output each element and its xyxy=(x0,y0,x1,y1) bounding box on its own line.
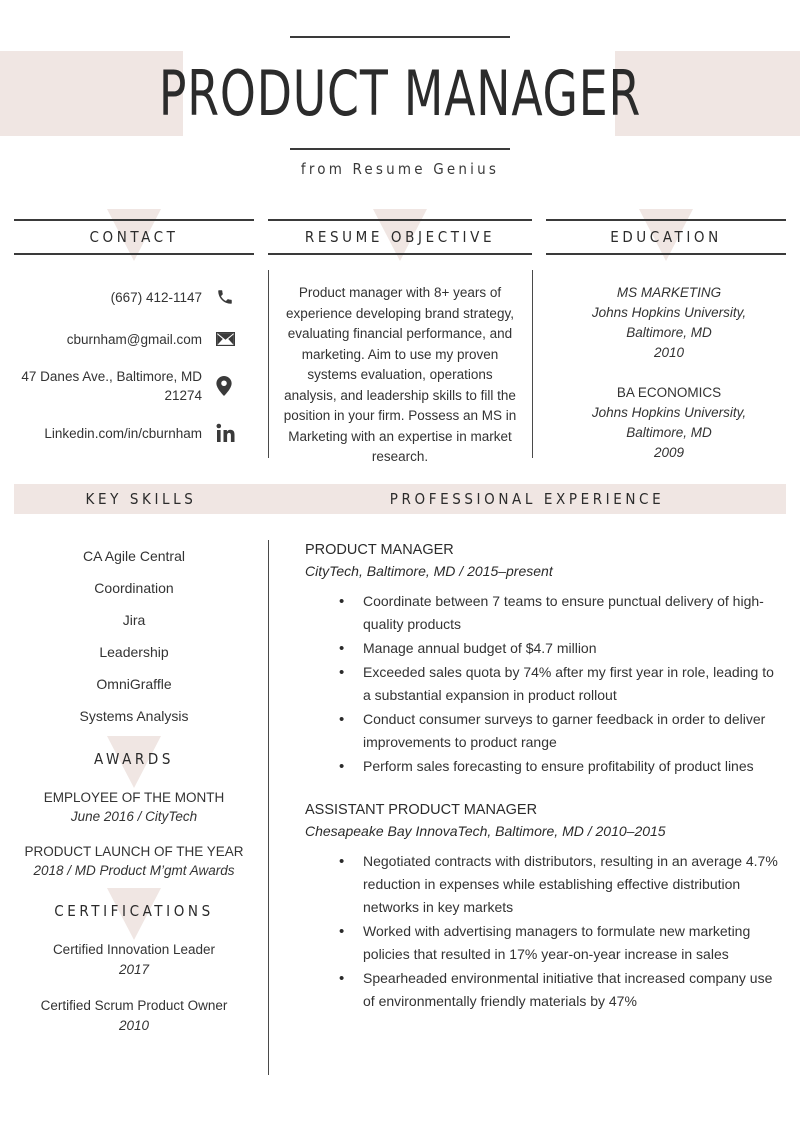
resume-header xyxy=(0,0,800,200)
experience-bullet: • Spearheaded environmental initiative that increased company use of environmentally friendly materials by 47% xyxy=(305,967,785,1013)
skill-item: CA Agile Central xyxy=(83,548,185,564)
contact-address-value: 47 Danes Ave., Baltimore, MD 21274 xyxy=(21,369,202,403)
education-school: Johns Hopkins University, xyxy=(591,405,747,420)
education-heading-label: EDUCATION xyxy=(610,228,722,246)
contact-row-linkedin xyxy=(14,419,246,447)
education-year: 2010 xyxy=(653,345,685,360)
certification-name: Certified Scrum Product Owner xyxy=(40,998,228,1013)
award-title: EMPLOYEE OF THE MONTH xyxy=(43,790,225,805)
experience-bullet: • Perform sales forecasting to ensure profitability of product lines xyxy=(305,755,785,778)
experience-bullet: • Conduct consumer surveys to garner feedback in order to deliver improvements to product range xyxy=(305,708,785,754)
experience-company-dates: CityTech, Baltimore, MD / 2015–present xyxy=(305,563,553,579)
award-subtitle: 2018 / MD Product M’gmt Awards xyxy=(33,863,235,878)
experience-entry xyxy=(305,800,785,1013)
education-location: Baltimore, MD xyxy=(626,325,712,340)
experience-position: PRODUCT MANAGER xyxy=(305,542,454,558)
skills-list xyxy=(14,540,254,732)
education-school: Johns Hopkins University, xyxy=(591,305,747,320)
lower-section-accent-band xyxy=(14,484,786,514)
phone-icon xyxy=(216,288,246,306)
section-heading-certifications xyxy=(14,896,254,926)
experience-bullet: • Exceeded sales quota by 74% after my first year in role, leading to a substantial expansion in product rollout xyxy=(305,661,785,707)
experience-position: ASSISTANT PRODUCT MANAGER xyxy=(305,802,538,818)
certification-entry xyxy=(14,940,254,980)
section-heading-contact xyxy=(14,219,254,255)
section-heading-awards xyxy=(14,744,254,774)
experience-bullet: • Coordinate between 7 teams to ensure punctual delivery of high-quality products xyxy=(305,590,785,636)
education-degree: MS MARKETING xyxy=(616,285,722,300)
map-pin-icon xyxy=(216,376,246,396)
certification-name: Certified Innovation Leader xyxy=(52,942,216,957)
column-divider-right xyxy=(532,270,533,458)
experience-heading-label: PROFESSIONAL EXPERIENCE xyxy=(389,490,665,508)
awards-list xyxy=(14,788,254,880)
certifications-heading-label: CERTIFICATIONS xyxy=(54,902,214,920)
contact-email-value: cburnham@gmail.com xyxy=(66,331,202,347)
envelope-icon xyxy=(216,332,246,346)
awards-heading-label: AWARDS xyxy=(93,750,175,768)
contact-row-phone xyxy=(14,283,246,311)
contact-row-address xyxy=(14,367,246,405)
award-entry xyxy=(14,788,254,826)
contact-list xyxy=(14,283,246,461)
education-list xyxy=(552,283,786,483)
skills-awards-certifications-column xyxy=(14,540,254,1052)
certification-year: 2017 xyxy=(118,962,150,977)
education-entry xyxy=(552,383,786,463)
experience-bullet: • Negotiated contracts with distributors, resulting in an average 4.7% reduction in expenses while establishing effective distribution networks in key markets xyxy=(305,850,785,919)
experience-company-dates: Chesapeake Bay InnovaTech, Baltimore, MD / 2010–2015 xyxy=(305,823,666,839)
skill-item: Jira xyxy=(122,612,146,628)
lower-column-divider xyxy=(268,540,269,1075)
education-entry xyxy=(552,283,786,363)
experience-bullet: • Worked with advertising managers to formulate new marketing policies that resulted in 17% year-on-year increase in sales xyxy=(305,920,785,966)
header-subtitle: from Resume Genius xyxy=(300,160,500,178)
professional-experience-column xyxy=(305,540,785,1035)
award-subtitle: June 2016 / CityTech xyxy=(70,809,198,824)
experience-bullets xyxy=(305,590,785,778)
page-title: PRODUCT MANAGER xyxy=(158,57,642,130)
contact-heading-label: CONTACT xyxy=(89,228,179,246)
experience-bullet: • Manage annual budget of $4.7 million xyxy=(305,637,785,660)
header-rule-top xyxy=(290,36,510,38)
header-rule-bottom xyxy=(290,148,510,150)
linkedin-icon xyxy=(216,423,246,443)
education-year: 2009 xyxy=(653,445,685,460)
certification-year: 2010 xyxy=(118,1018,150,1033)
contact-row-email xyxy=(14,325,246,353)
contact-linkedin-value: Linkedin.com/in/cburnham xyxy=(44,425,202,441)
column-divider-left xyxy=(268,270,269,458)
experience-entry xyxy=(305,540,785,778)
skill-item: OmniGraffle xyxy=(96,676,172,692)
skill-item: Coordination xyxy=(94,580,174,596)
skills-heading-label: KEY SKILLS xyxy=(85,490,197,508)
skill-item: Leadership xyxy=(99,644,169,660)
resume-objective-text: Product manager with 8+ years of experience developing brand strategy, evaluating financial performance, and marketing. Aim to use my proven systems evaluation, operations analysis, and leadership skills to fill the position in your firm. Possess an MS in Marketing with an expertise in market research. xyxy=(283,285,517,464)
award-entry xyxy=(14,842,254,880)
certification-entry xyxy=(14,996,254,1036)
experience-bullets xyxy=(305,850,785,1013)
skill-item: Systems Analysis xyxy=(79,708,189,724)
education-location: Baltimore, MD xyxy=(626,425,712,440)
contact-phone-value: (667) 412-1147 xyxy=(110,289,202,305)
award-title: PRODUCT LAUNCH OF THE YEAR xyxy=(24,844,244,859)
education-degree: BA ECONOMICS xyxy=(616,385,722,400)
certifications-list xyxy=(14,940,254,1036)
section-heading-education xyxy=(546,219,786,255)
section-heading-objective xyxy=(268,219,532,255)
objective-heading-label: RESUME OBJECTIVE xyxy=(304,228,496,246)
